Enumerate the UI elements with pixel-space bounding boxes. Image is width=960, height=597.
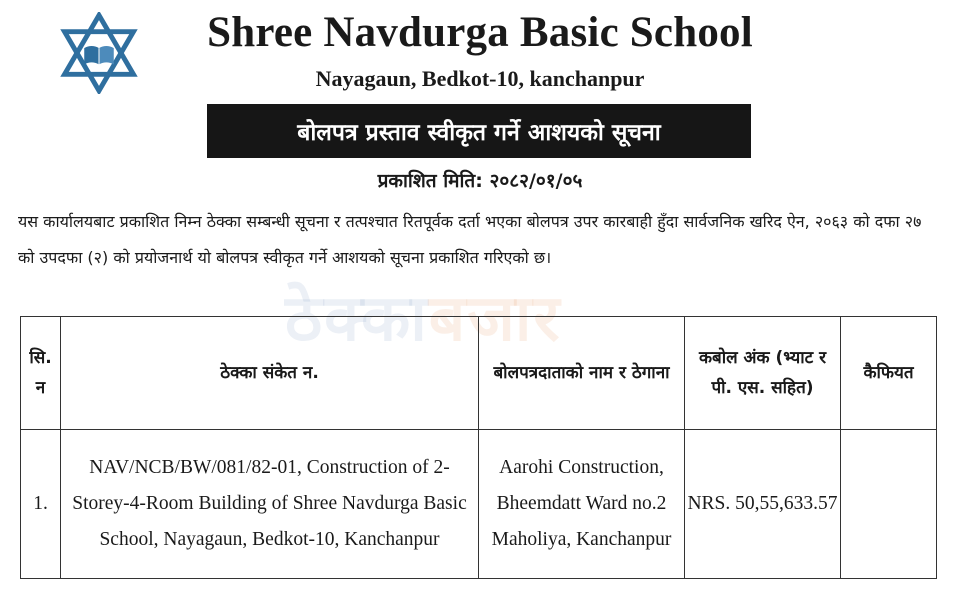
table-row: [21, 430, 937, 579]
header-bidder: बोलपत्रदाताको नाम र ठेगाना: [479, 317, 685, 430]
cell-bidder: Aarohi Construction, Bheemdatt Ward no.2 Maholiya, Kanchanpur: [479, 430, 685, 579]
header-remarks: कैफियत: [841, 317, 937, 430]
notice-title: बोलपत्र प्रस्ताव स्वीकृत गर्ने आशयको सूचना: [297, 120, 661, 146]
cell-contract: NAV/NCB/BW/081/82-01, Construction of 2-Storey-4-Room Building of Shree Navdurga Basic School, Nayagaun, Bedkot-10, Kanchanpur: [61, 430, 479, 579]
watermark-part2: बजार: [428, 282, 562, 356]
school-name: Shree Navdurga Basic School: [207, 9, 753, 56]
table-header-row: [21, 317, 937, 430]
notice-title-banner: [207, 104, 751, 158]
school-logo-icon: [58, 12, 140, 94]
published-date: प्रकाशित मिति: २०८२/०१/०५: [377, 170, 583, 192]
cell-remarks: [841, 430, 937, 579]
header-serial: सि. न: [21, 317, 61, 430]
notice-body: यस कार्यालयबाट प्रकाशित निम्न ठेक्का सम्बन्धी सूचना र तत्पश्चात रितपूर्वक दर्ता भएका बोलपत्र उपर कारबाही हुँदा सार्वजनिक खरिद ऐन, २०६३ को दफा २७ को उपदफा (२) को प्रयोजनार्थ यो बोलपत्र स्वीकृत गर्ने आशयको सूचना प्रकाशित गरिएको छ।: [18, 212, 922, 267]
header-contract: ठेक्का संकेत न.: [61, 317, 479, 430]
cell-amount: NRS. 50,55,633.57: [685, 430, 841, 579]
watermark-part1: ठेक्का: [285, 282, 429, 356]
header-amount: कबोल अंक (भ्याट र पी. एस. सहित): [685, 317, 841, 430]
cell-serial: 1.: [21, 430, 61, 579]
bid-table: [20, 316, 937, 579]
open-book-icon: [84, 46, 114, 64]
school-address: Nayagaun, Bedkot-10, kanchanpur: [315, 66, 645, 91]
